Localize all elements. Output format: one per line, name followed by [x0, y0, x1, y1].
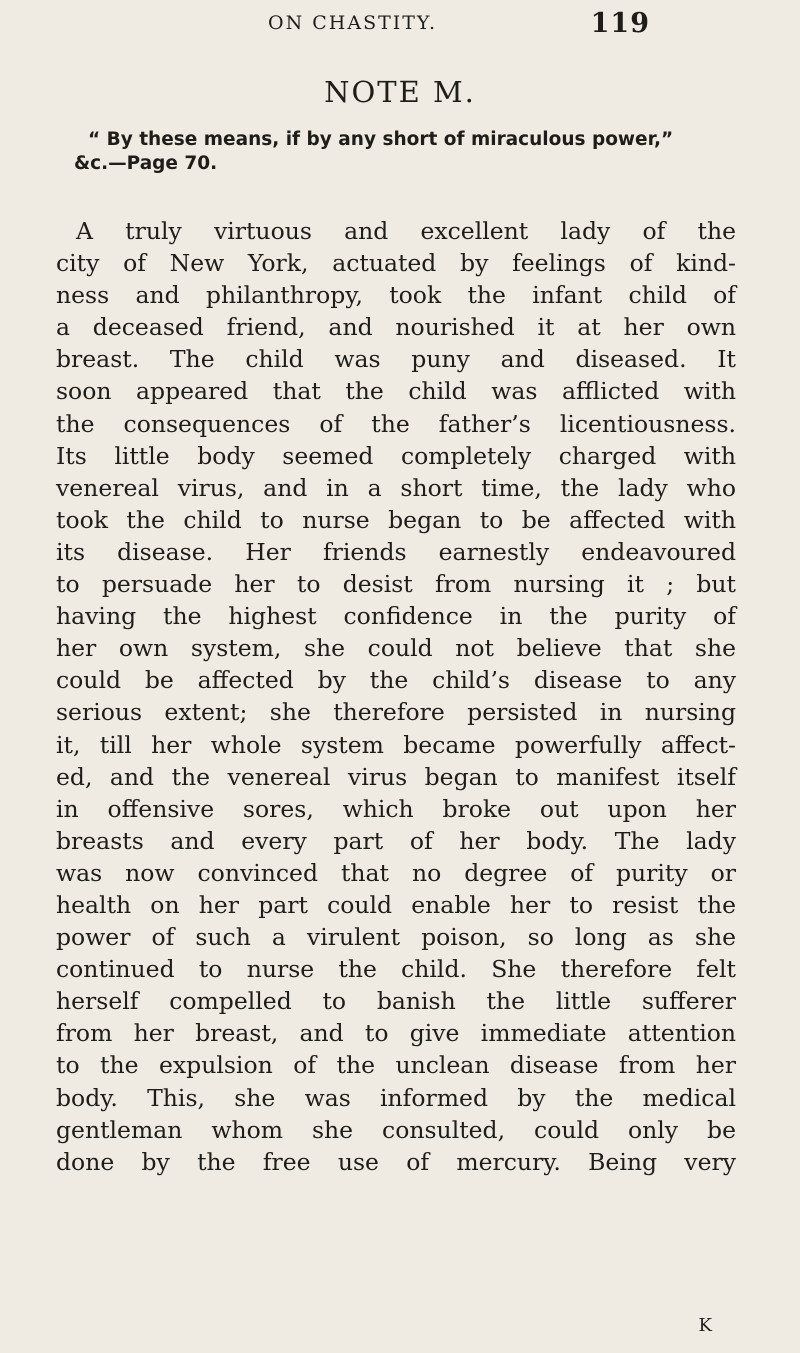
- body-line: soon appeared that the child was afflicted with: [56, 377, 736, 406]
- running-header: [268, 4, 650, 40]
- body-line: health on her part could enable her to resist the: [56, 890, 736, 919]
- body-line: to persuade her to desist from nursing it ; but: [56, 570, 736, 599]
- running-title: ON CHASTITY.: [268, 12, 438, 34]
- signature-mark: K: [698, 1315, 712, 1336]
- body-line: having the highest confidence in the purity of: [56, 602, 736, 631]
- body-line: breast. The child was puny and diseased. It: [56, 345, 736, 374]
- body-line: body. This, she was informed by the medical: [56, 1083, 736, 1112]
- body-line: a deceased friend, and nourished it at her own: [56, 313, 736, 342]
- epigraph: [74, 128, 734, 176]
- body-line: ed, and the venereal virus began to manifest itself: [56, 762, 736, 791]
- body-line: her own system, she could not believe that she: [56, 634, 736, 663]
- body-line: to the expulsion of the unclean disease from her: [56, 1051, 736, 1080]
- body-line: breasts and every part of her body. The lady: [56, 826, 736, 855]
- body-line: venereal virus, and in a short time, the lady who: [56, 473, 736, 502]
- body-line: Its little body seemed completely charged with: [56, 441, 736, 470]
- body-line: in offensive sores, which broke out upon her: [56, 794, 736, 823]
- body-line: power of such a virulent poison, so long as she: [56, 923, 736, 952]
- body-line: A truly virtuous and excellent lady of the: [76, 217, 736, 245]
- body-line: continued to nurse the child. She therefore felt: [56, 955, 736, 984]
- body-line: herself compelled to banish the little sufferer: [56, 987, 736, 1016]
- body-line: was now convinced that no degree of purity or: [56, 858, 736, 887]
- epigraph-line: “ By these means, if by any short of miraculous power,”: [88, 129, 674, 150]
- page-number: 119: [590, 8, 650, 39]
- body-line: done by the free use of mercury. Being very: [56, 1147, 736, 1176]
- epigraph-line: &c.—Page 70.: [74, 153, 218, 174]
- body-line: serious extent; she therefore persisted in nursing: [56, 698, 736, 727]
- body-line: city of New York, actuated by feelings of kind-: [56, 249, 736, 278]
- body-line: it, till her whole system became powerfully affect-: [56, 730, 736, 759]
- body-line: took the child to nurse began to be affected with: [56, 505, 736, 534]
- body-line: could be affected by the child’s disease to any: [56, 666, 736, 695]
- body-line: from her breast, and to give immediate attention: [56, 1019, 736, 1048]
- body-line: the consequences of the father’s licentiousness.: [56, 409, 736, 438]
- body-line: gentleman whom she consulted, could only be: [56, 1115, 736, 1144]
- body-line: its disease. Her friends earnestly endeavoured: [56, 537, 736, 566]
- body-paragraph: [56, 215, 736, 1178]
- note-title: NOTE M.: [324, 75, 476, 109]
- body-line: ness and philanthropy, took the infant child of: [56, 281, 736, 310]
